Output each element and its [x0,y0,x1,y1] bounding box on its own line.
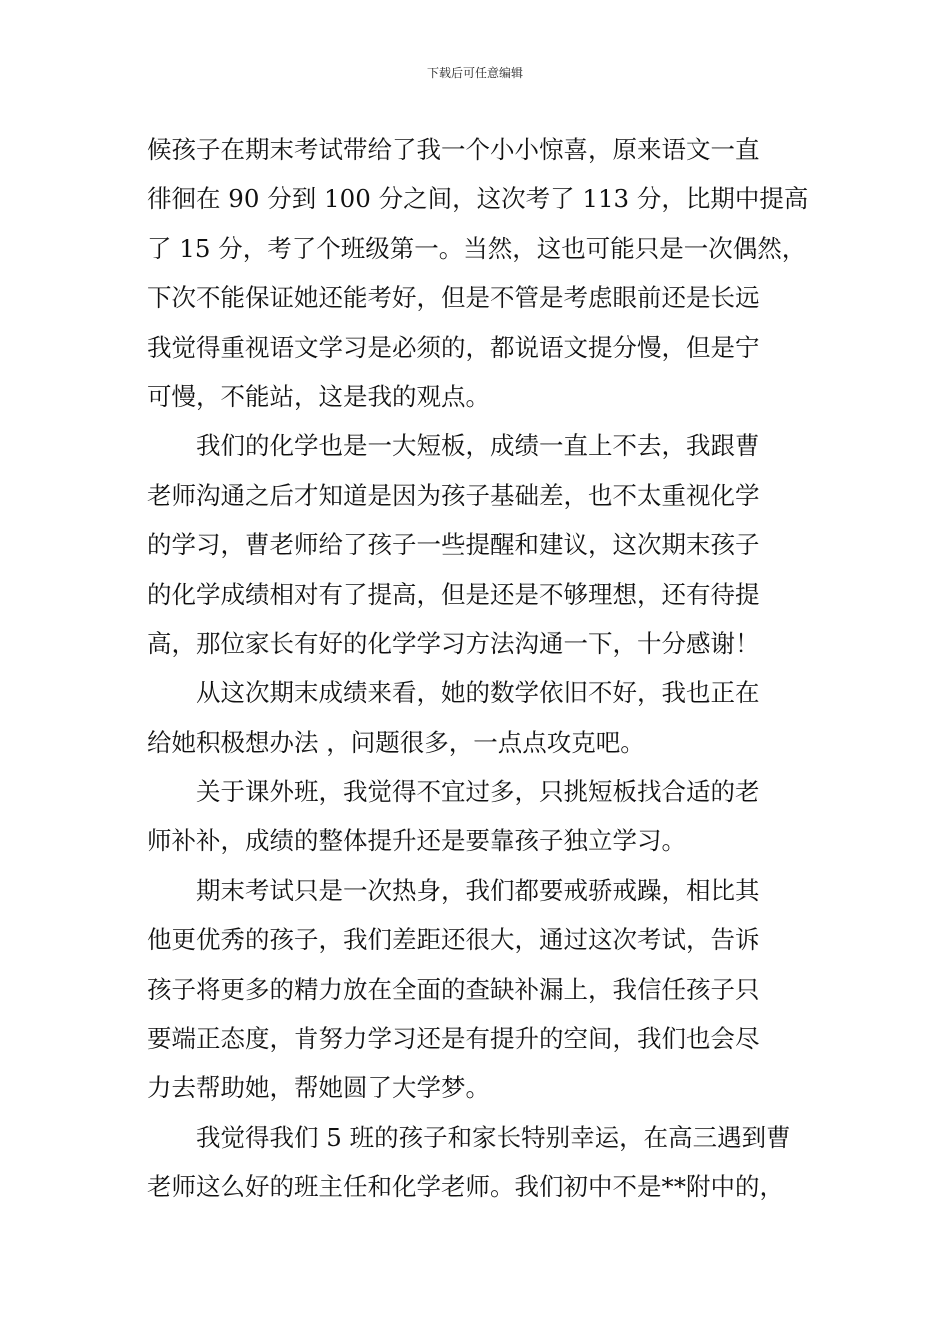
page-header: 下载后可任意编辑 [426,66,523,80]
text-line: 我觉得重视语文学习是必须的，都说语文提分慢，但是宁 [147,332,760,362]
text-line: 候孩子在期末考试带给了我一个小小惊喜，原来语文一直 [147,135,760,164]
text-line: 师补补，成绩的整体提升还是要靠孩子独立学习。 [147,826,686,856]
text-line: 我觉得我们 5 班的孩子和家长特别幸运，在高三遇到曹 [147,1122,791,1152]
text-line: 给她积极想办法 ，问题很多，一点点攻克吧。 [147,727,645,757]
text-line: 可慢，不能站，这是我的观点。 [147,381,490,411]
text-line: 他更优秀的孩子，我们差距还很大，通过这次考试，告诉 [147,925,760,955]
text-line: 了 15 分，考了个班级第一。当然，这也可能只是一次偶然， [147,233,807,263]
text-line: 老师这么好的班主任和化学老师。我们初中不是**附中的， [147,1172,784,1202]
text-line: 孩子将更多的精力放在全面的查缺补漏上，我信任孩子只 [147,974,760,1004]
text-line: 从这次期末成绩来看，她的数学依旧不好，我也正在 [147,678,760,708]
text-line: 的学习，曹老师给了孩子一些提醒和建议，这次期末孩子 [147,530,760,560]
text-line: 下次不能保证她还能考好，但是不管是考虑眼前还是长远 [147,283,760,313]
text-line: 力去帮助她，帮她圆了大学梦。 [147,1073,490,1103]
text-line: 我们的化学也是一大短板，成绩一直上不去，我跟曹 [147,431,760,461]
document-body [147,125,847,1212]
text-line: 关于课外班，我觉得不宜过多，只挑短板找合适的老 [147,777,760,807]
text-line: 的化学成绩相对有了提高，但是还是不够理想，还有待提 [147,579,760,609]
text-line: 期末考试只是一次热身，我们都要戒骄戒躁，相比其 [147,875,760,905]
text-line: 徘徊在 90 分到 100 分之间，这次考了 113 分，比期中提高 [147,184,809,214]
text-line: 高，那位家长有好的化学学习方法沟通一下，十分感谢！ [147,628,760,658]
text-line: 老师沟通之后才知道是因为孩子基础差，也不太重视化学 [147,480,760,510]
text-line: 要端正态度，肯努力学习还是有提升的空间，我们也会尽 [147,1024,760,1054]
